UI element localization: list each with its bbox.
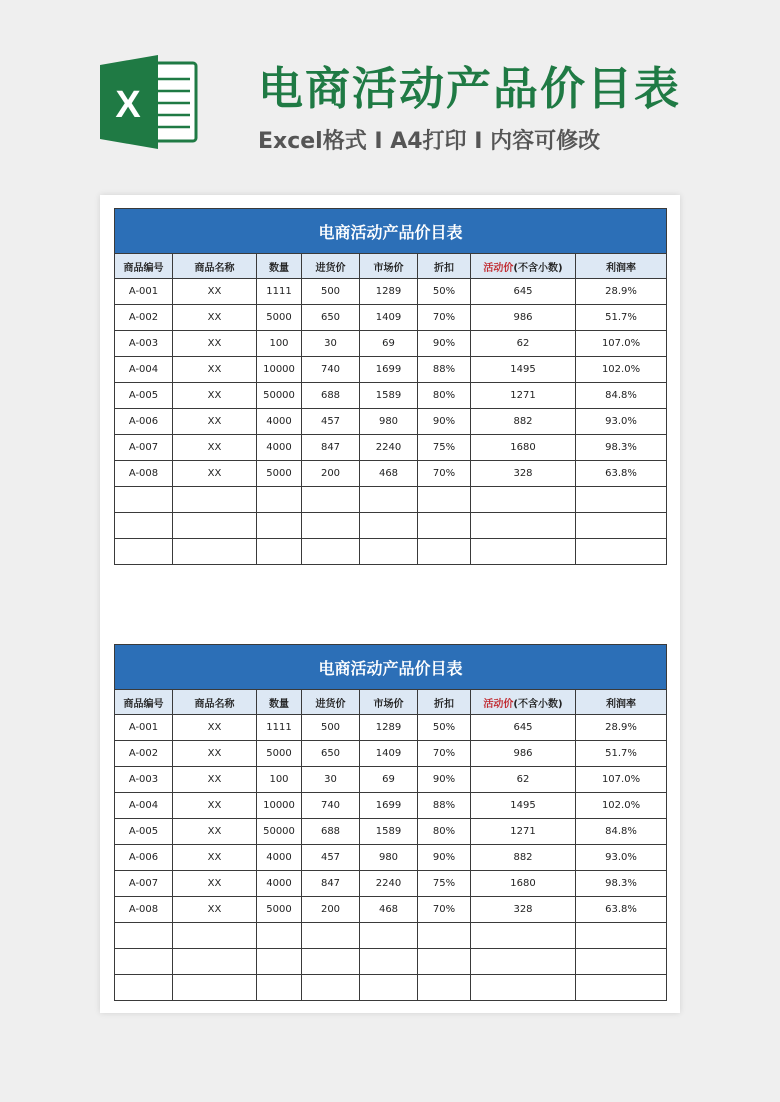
table-cell: XX (173, 461, 257, 487)
table-row (115, 767, 667, 793)
table-cell: A-007 (115, 435, 173, 461)
table-row (115, 897, 667, 923)
price-table-1 (114, 208, 667, 565)
table-row (115, 793, 667, 819)
empty-cell (360, 539, 418, 565)
table-row (115, 305, 667, 331)
table-cell: 5000 (257, 741, 302, 767)
blank-row (115, 487, 667, 513)
table-cell: 75% (418, 871, 471, 897)
table-cell: 328 (471, 461, 576, 487)
empty-cell (360, 975, 418, 1001)
empty-cell (173, 923, 257, 949)
table-cell: 4000 (257, 435, 302, 461)
table-cell: A-003 (115, 767, 173, 793)
empty-cell (173, 975, 257, 1001)
table-cell: XX (173, 279, 257, 305)
col-header-discount: 折扣 (418, 690, 471, 715)
table-row (115, 819, 667, 845)
table-cell: 328 (471, 897, 576, 923)
table-cell: 10000 (257, 357, 302, 383)
page-header (0, 0, 780, 190)
table-header-row (115, 254, 667, 279)
table-cell: 4000 (257, 871, 302, 897)
table-cell: 1680 (471, 871, 576, 897)
table-cell: 50% (418, 715, 471, 741)
empty-cell (115, 975, 173, 1001)
table-cell: XX (173, 819, 257, 845)
table-cell: 107.0% (576, 767, 667, 793)
col-header-qty: 数量 (257, 690, 302, 715)
table-row (115, 357, 667, 383)
table-cell: 98.3% (576, 871, 667, 897)
table-cell: 1271 (471, 383, 576, 409)
col-header-market: 市场价 (360, 254, 418, 279)
table-cell: A-001 (115, 279, 173, 305)
empty-cell (471, 949, 576, 975)
table-cell: 4000 (257, 845, 302, 871)
table-cell: 62 (471, 767, 576, 793)
table-cell: XX (173, 793, 257, 819)
empty-cell (302, 923, 360, 949)
blank-row (115, 513, 667, 539)
blank-row (115, 923, 667, 949)
table-cell: 986 (471, 741, 576, 767)
empty-cell (576, 487, 667, 513)
empty-cell (418, 513, 471, 539)
table-cell: 1289 (360, 715, 418, 741)
table-cell: 63.8% (576, 461, 667, 487)
empty-cell (173, 539, 257, 565)
empty-cell (418, 975, 471, 1001)
empty-cell (257, 923, 302, 949)
col-header-market: 市场价 (360, 690, 418, 715)
empty-cell (302, 949, 360, 975)
table-cell: 50% (418, 279, 471, 305)
blank-row (115, 539, 667, 565)
empty-cell (418, 923, 471, 949)
empty-cell (257, 975, 302, 1001)
empty-cell (257, 949, 302, 975)
table-row (115, 331, 667, 357)
table-cell: 90% (418, 331, 471, 357)
table-row (115, 435, 667, 461)
table-cell: 50000 (257, 819, 302, 845)
table-cell: 882 (471, 409, 576, 435)
table-cell: 70% (418, 461, 471, 487)
table-cell: 51.7% (576, 305, 667, 331)
table-cell: 63.8% (576, 897, 667, 923)
table-cell: A-006 (115, 409, 173, 435)
table-cell: A-005 (115, 819, 173, 845)
table-row (115, 715, 667, 741)
table-cell: 1680 (471, 435, 576, 461)
table-cell: XX (173, 715, 257, 741)
table-cell: A-001 (115, 715, 173, 741)
table-title-row (115, 645, 667, 690)
table-cell: 102.0% (576, 357, 667, 383)
table-row (115, 409, 667, 435)
empty-cell (115, 487, 173, 513)
table-cell: 740 (302, 357, 360, 383)
table-title-row (115, 209, 667, 254)
table-cell: 1589 (360, 383, 418, 409)
table-header-row (115, 690, 667, 715)
table-cell: 30 (302, 331, 360, 357)
table-cell: 2240 (360, 435, 418, 461)
table-cell: A-008 (115, 897, 173, 923)
table-cell: 69 (360, 767, 418, 793)
page-subtitle: Excel格式 I A4打印 I 内容可修改 (258, 129, 601, 154)
table-cell: XX (173, 357, 257, 383)
table-cell: A-007 (115, 871, 173, 897)
blank-row (115, 975, 667, 1001)
empty-cell (576, 539, 667, 565)
col-header-discount: 折扣 (418, 254, 471, 279)
table-cell: XX (173, 409, 257, 435)
table-cell: 70% (418, 897, 471, 923)
table-cell: XX (173, 871, 257, 897)
table-cell: 93.0% (576, 845, 667, 871)
table-cell: XX (173, 897, 257, 923)
table-cell: 980 (360, 409, 418, 435)
table-cell: A-002 (115, 741, 173, 767)
table-cell: 62 (471, 331, 576, 357)
table-cell: 688 (302, 383, 360, 409)
table-cell: XX (173, 767, 257, 793)
empty-cell (173, 513, 257, 539)
table-cell: 200 (302, 897, 360, 923)
col-header-name: 商品名称 (173, 690, 257, 715)
table-cell: 28.9% (576, 279, 667, 305)
table-cell: 1271 (471, 819, 576, 845)
empty-cell (115, 513, 173, 539)
empty-cell (302, 975, 360, 1001)
table-cell: 1699 (360, 793, 418, 819)
table-cell: 51.7% (576, 741, 667, 767)
empty-cell (173, 487, 257, 513)
table-cell: XX (173, 305, 257, 331)
table-cell: XX (173, 331, 257, 357)
table-cell: 650 (302, 305, 360, 331)
empty-cell (360, 923, 418, 949)
table-cell: 1111 (257, 715, 302, 741)
table-cell: 80% (418, 383, 471, 409)
table-cell: 80% (418, 819, 471, 845)
table-cell: A-005 (115, 383, 173, 409)
col-header-cost: 进货价 (302, 690, 360, 715)
empty-cell (471, 975, 576, 1001)
table-cell: 1699 (360, 357, 418, 383)
table-cell: 847 (302, 871, 360, 897)
table-cell: 200 (302, 461, 360, 487)
table-cell: XX (173, 741, 257, 767)
empty-cell (302, 487, 360, 513)
table-cell: A-003 (115, 331, 173, 357)
table-cell: 30 (302, 767, 360, 793)
table-cell: 457 (302, 845, 360, 871)
table-cell: 69 (360, 331, 418, 357)
empty-cell (302, 513, 360, 539)
empty-cell (360, 487, 418, 513)
table-row (115, 383, 667, 409)
empty-cell (471, 513, 576, 539)
table-row (115, 461, 667, 487)
empty-cell (173, 949, 257, 975)
col-header-promo-note: (不含小数) (513, 698, 563, 710)
table-cell: 100 (257, 331, 302, 357)
table-cell: 882 (471, 845, 576, 871)
table-cell: 84.8% (576, 819, 667, 845)
table-cell: 980 (360, 845, 418, 871)
table-cell: 645 (471, 279, 576, 305)
logo-letter: X (115, 84, 141, 126)
table-cell: 1409 (360, 741, 418, 767)
table-cell: 847 (302, 435, 360, 461)
table-cell: 740 (302, 793, 360, 819)
col-header-promo-label: 活动价 (483, 698, 514, 710)
table-cell: 1409 (360, 305, 418, 331)
table-cell: 5000 (257, 305, 302, 331)
empty-cell (471, 923, 576, 949)
table-cell: XX (173, 845, 257, 871)
table-cell: 1495 (471, 793, 576, 819)
a4-sheet (100, 195, 680, 1013)
table-cell: 88% (418, 793, 471, 819)
empty-cell (576, 923, 667, 949)
table-cell: 50000 (257, 383, 302, 409)
table-cell: 457 (302, 409, 360, 435)
table-cell: 645 (471, 715, 576, 741)
col-header-id: 商品编号 (115, 254, 173, 279)
table-cell: 650 (302, 741, 360, 767)
table-cell: 500 (302, 715, 360, 741)
page-title: 电商活动产品价目表 (258, 62, 682, 115)
blank-row (115, 949, 667, 975)
table-cell: 90% (418, 767, 471, 793)
empty-cell (360, 949, 418, 975)
table-row (115, 741, 667, 767)
table-cell: 98.3% (576, 435, 667, 461)
col-header-promo (471, 690, 576, 715)
table-cell: 468 (360, 897, 418, 923)
table-title: 电商活动产品价目表 (115, 645, 667, 690)
table-cell: A-002 (115, 305, 173, 331)
table-cell: 2240 (360, 871, 418, 897)
empty-cell (257, 539, 302, 565)
table-cell: 93.0% (576, 409, 667, 435)
empty-cell (115, 949, 173, 975)
table-title: 电商活动产品价目表 (115, 209, 667, 254)
col-header-margin: 利润率 (576, 690, 667, 715)
empty-cell (115, 923, 173, 949)
col-header-promo (471, 254, 576, 279)
empty-cell (257, 513, 302, 539)
table-cell: 102.0% (576, 793, 667, 819)
table-cell: 10000 (257, 793, 302, 819)
table-cell: 1495 (471, 357, 576, 383)
col-header-qty: 数量 (257, 254, 302, 279)
empty-cell (576, 949, 667, 975)
table-cell: 1289 (360, 279, 418, 305)
table-cell: 1111 (257, 279, 302, 305)
table-cell: 28.9% (576, 715, 667, 741)
empty-cell (302, 539, 360, 565)
table-cell: 986 (471, 305, 576, 331)
table-cell: A-004 (115, 357, 173, 383)
table-cell: 500 (302, 279, 360, 305)
table-cell: 468 (360, 461, 418, 487)
excel-logo-icon (100, 55, 200, 149)
empty-cell (471, 539, 576, 565)
col-header-margin: 利润率 (576, 254, 667, 279)
empty-cell (471, 487, 576, 513)
col-header-name: 商品名称 (173, 254, 257, 279)
price-table-2 (114, 644, 667, 1001)
table-cell: 688 (302, 819, 360, 845)
table-row (115, 845, 667, 871)
col-header-promo-note: (不含小数) (513, 262, 563, 274)
table-cell: A-004 (115, 793, 173, 819)
empty-cell (418, 487, 471, 513)
table-cell: A-008 (115, 461, 173, 487)
table-cell: 70% (418, 305, 471, 331)
table-cell: 90% (418, 845, 471, 871)
col-header-id: 商品编号 (115, 690, 173, 715)
empty-cell (360, 513, 418, 539)
table-cell: 1589 (360, 819, 418, 845)
empty-cell (257, 487, 302, 513)
table-cell: 90% (418, 409, 471, 435)
table-cell: 100 (257, 767, 302, 793)
table-row (115, 871, 667, 897)
table-cell: 75% (418, 435, 471, 461)
table-cell: 5000 (257, 897, 302, 923)
empty-cell (576, 513, 667, 539)
table-cell: XX (173, 383, 257, 409)
table-cell: 4000 (257, 409, 302, 435)
table-cell: 88% (418, 357, 471, 383)
table-cell: 84.8% (576, 383, 667, 409)
empty-cell (115, 539, 173, 565)
table-cell: XX (173, 435, 257, 461)
table-cell: 70% (418, 741, 471, 767)
empty-cell (418, 949, 471, 975)
table-cell: 5000 (257, 461, 302, 487)
table-cell: A-006 (115, 845, 173, 871)
empty-cell (418, 539, 471, 565)
col-header-promo-label: 活动价 (483, 262, 514, 274)
table-cell: 107.0% (576, 331, 667, 357)
col-header-cost: 进货价 (302, 254, 360, 279)
empty-cell (576, 975, 667, 1001)
table-row (115, 279, 667, 305)
